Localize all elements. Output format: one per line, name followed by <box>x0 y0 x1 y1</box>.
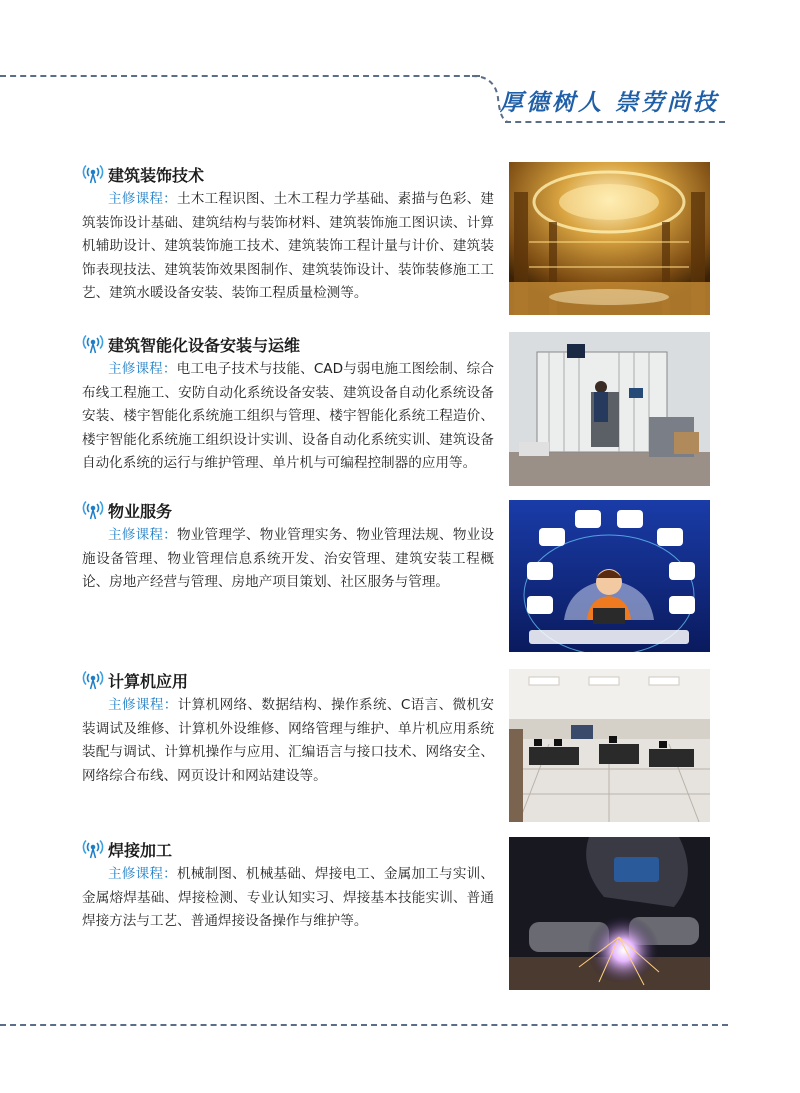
section-title: 计算机应用 <box>108 672 189 691</box>
section-title: 物业服务 <box>108 502 173 521</box>
section-title-row <box>82 162 494 188</box>
section-body <box>82 863 494 934</box>
course-list: 土木工程识图、土木工程力学基础、素描与色彩、建筑装饰设计基础、建筑结构与装饰材料、建筑装饰施工图识读、计算机辅助设计、建筑装饰施工技术、建筑装饰工程计量与计价、建筑装饰表现技法、建筑装饰效果图制作、建筑装饰设计、装饰装修施工工艺、建筑水暖设备安装、装饰工程质量检测等。 <box>82 191 495 301</box>
signal-icon <box>82 837 104 859</box>
course-list: 物业管理学、物业管理实务、物业管理法规、物业设施设备管理、物业管理信息系统开发、治安管理、建筑安装工程概论、房地产经营与管理、房地产项目策划、社区服务与管理。 <box>82 527 495 590</box>
course-label: 主修课程： <box>108 866 177 882</box>
header-dashed-line <box>0 75 480 77</box>
section-body <box>82 524 494 595</box>
intelligent-equipment-lab-photo <box>509 332 710 486</box>
course-label: 主修课程： <box>108 361 177 377</box>
course-label: 主修课程： <box>108 191 177 207</box>
signal-icon <box>82 332 104 354</box>
course-list: 机械制图、机械基础、焊接电工、金属加工与实训、金属熔焊基础、焊接检测、专业认知实习、焊接基本技能实训、普通焊接方法与工艺、普通焊接设备操作与维护等。 <box>82 866 495 929</box>
welding-photo <box>509 837 710 990</box>
section-architectural-decoration <box>82 162 494 306</box>
section-computer-application <box>82 668 494 788</box>
signal-icon <box>82 162 104 184</box>
computer-lab-photo <box>509 669 710 822</box>
section-title: 焊接加工 <box>108 841 173 860</box>
decoration-hall-photo <box>509 162 710 315</box>
course-list: 计算机网络、数据结构、操作系统、C语言、微机安装调试及维修、计算机外设维修、网络管理与维护、单片机应用系统装配与调试、计算机操作与应用、汇编语言与接口技术、网络安全、网络综合布线、网页设计和网站建设等。 <box>82 697 495 784</box>
property-service-graphic <box>509 500 710 652</box>
course-label: 主修课程： <box>108 527 177 543</box>
section-title: 建筑智能化设备安装与运维 <box>108 336 301 355</box>
signal-icon <box>82 668 104 690</box>
signal-icon <box>82 498 104 520</box>
section-body <box>82 188 494 306</box>
footer-dashed-line <box>0 1024 728 1026</box>
section-body <box>82 358 494 476</box>
section-title-row <box>82 498 494 524</box>
section-intelligent-building <box>82 332 494 476</box>
header-dashed-line-right <box>505 121 725 123</box>
course-list: 电工电子技术与技能、CAD与弱电施工图绘制、综合布线工程施工、安防自动化系统设备安装、建筑设备自动化系统设备安装、楼宇智能化系统施工组织与管理、楼宇智能化系统工程造价、楼宇智能化系统施工组织设计实训、设备自动化系统实训、建筑设备自动化系统的运行与维护管理、单片机与可编程控制器的应用等。 <box>82 361 494 471</box>
header-motto: 厚德树人 崇劳尚技 <box>500 89 720 116</box>
section-title-row <box>82 332 494 358</box>
section-title-row <box>82 668 494 694</box>
section-title: 建筑装饰技术 <box>108 166 205 185</box>
section-title-row <box>82 837 494 863</box>
section-body <box>82 694 494 788</box>
course-label: 主修课程： <box>108 697 178 713</box>
section-property-service <box>82 498 494 595</box>
section-welding <box>82 837 494 934</box>
